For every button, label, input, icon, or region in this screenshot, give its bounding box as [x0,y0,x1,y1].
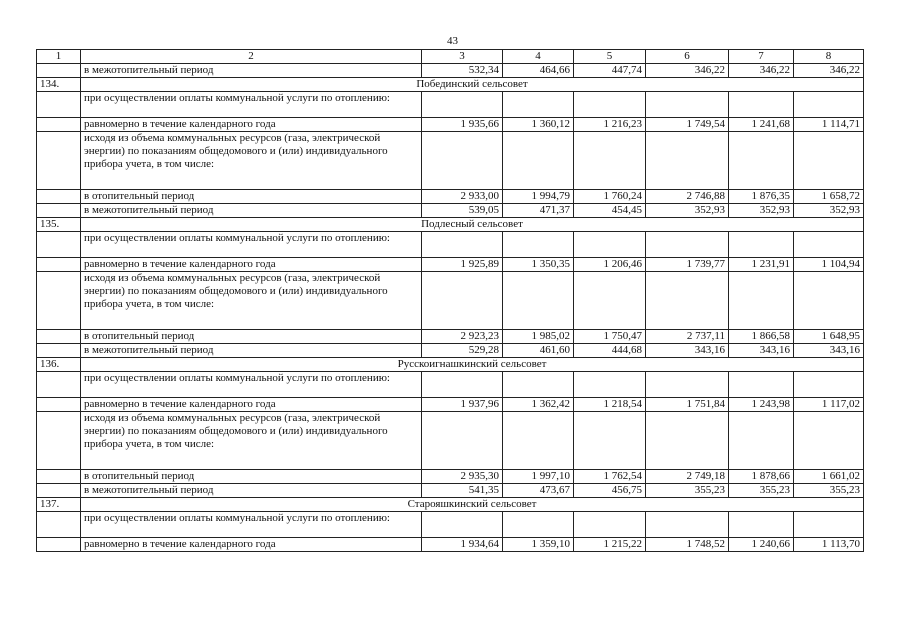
value-cell: 2 749,18 [646,470,729,484]
row-label: исходя из объема коммунальных ресурсов (газа, электрической энергии) по показаниям общедомового и (или) индивидуального прибора учета, в том числе: [81,132,422,190]
table-row [37,258,864,272]
row-label: в межотопительный период [81,204,422,218]
index-cell [37,204,81,218]
empty-cell [574,232,646,258]
index-cell [37,272,81,330]
table-row [37,190,864,204]
section-title: Подлесный сельсовет [81,218,864,232]
row-label: при осуществлении оплаты коммунальной услуги по отоплению: [81,512,422,538]
table-body [37,50,864,552]
empty-cell [729,272,794,330]
empty-cell [729,232,794,258]
empty-cell [422,512,503,538]
row-label: в отопительный период [81,190,422,204]
empty-cell [646,372,729,398]
row-label: исходя из объема коммунальных ресурсов (газа, электрической энергии) по показаниям общедомового и (или) индивидуального прибора учета, в том числе: [81,412,422,470]
empty-cell [574,92,646,118]
empty-cell [574,372,646,398]
value-cell: 447,74 [574,64,646,78]
empty-cell [574,412,646,470]
row-label: при осуществлении оплаты коммунальной услуги по отоплению: [81,372,422,398]
empty-cell [646,92,729,118]
value-cell: 355,23 [646,484,729,498]
value-cell: 1 104,94 [794,258,864,272]
empty-cell [646,272,729,330]
value-cell: 1 749,54 [646,118,729,132]
row-label: при осуществлении оплаты коммунальной услуги по отоплению: [81,232,422,258]
value-cell: 461,60 [503,344,574,358]
table-row [37,330,864,344]
row-label: в межотопительный период [81,64,422,78]
index-cell [37,344,81,358]
table-row [37,204,864,218]
value-cell: 1 216,23 [574,118,646,132]
value-cell: 471,37 [503,204,574,218]
value-cell: 1 350,35 [503,258,574,272]
value-cell: 2 737,11 [646,330,729,344]
value-cell: 2 933,00 [422,190,503,204]
index-cell [37,258,81,272]
value-cell: 1 117,02 [794,398,864,412]
section-index: 135. [37,218,81,232]
table-row [37,538,864,552]
value-cell: 539,05 [422,204,503,218]
row-label: при осуществлении оплаты коммунальной услуги по отоплению: [81,92,422,118]
column-number: 5 [574,50,646,64]
value-cell: 1 359,10 [503,538,574,552]
table-row [37,398,864,412]
empty-cell [503,372,574,398]
row-label: в отопительный период [81,470,422,484]
index-cell [37,190,81,204]
value-cell: 343,16 [729,344,794,358]
column-number: 2 [81,50,422,64]
value-cell: 1 866,58 [729,330,794,344]
empty-cell [574,512,646,538]
value-cell: 346,22 [794,64,864,78]
empty-cell [503,512,574,538]
empty-cell [794,372,864,398]
value-cell: 1 935,66 [422,118,503,132]
value-cell: 1 113,70 [794,538,864,552]
value-cell: 1 661,02 [794,470,864,484]
value-cell: 454,45 [574,204,646,218]
column-number: 4 [503,50,574,64]
empty-cell [574,272,646,330]
value-cell: 1 360,12 [503,118,574,132]
section-index: 137. [37,498,81,512]
empty-cell [646,132,729,190]
section-header-row [37,498,864,512]
empty-cell [794,92,864,118]
index-cell [37,484,81,498]
value-cell: 355,23 [729,484,794,498]
value-cell: 346,22 [729,64,794,78]
value-cell: 1 748,52 [646,538,729,552]
empty-cell [729,92,794,118]
table-row [37,272,864,330]
empty-cell [729,132,794,190]
empty-cell [794,232,864,258]
value-cell: 1 760,24 [574,190,646,204]
value-cell: 1 240,66 [729,538,794,552]
index-cell [37,470,81,484]
index-cell [37,132,81,190]
table-row [37,132,864,190]
index-cell [37,398,81,412]
value-cell: 1 658,72 [794,190,864,204]
table-row [37,484,864,498]
value-cell: 1 985,02 [503,330,574,344]
row-label: равномерно в течение календарного года [81,398,422,412]
value-cell: 1 231,91 [729,258,794,272]
table-row [37,232,864,258]
empty-cell [503,132,574,190]
empty-cell [503,412,574,470]
column-number: 6 [646,50,729,64]
value-cell: 1 739,77 [646,258,729,272]
empty-cell [503,232,574,258]
value-cell: 1 750,47 [574,330,646,344]
empty-cell [729,512,794,538]
section-index: 134. [37,78,81,92]
value-cell: 355,23 [794,484,864,498]
section-index: 136. [37,358,81,372]
value-cell: 1 218,54 [574,398,646,412]
value-cell: 1 241,68 [729,118,794,132]
table-row [37,470,864,484]
empty-cell [646,232,729,258]
value-cell: 1 751,84 [646,398,729,412]
empty-cell [422,232,503,258]
value-cell: 532,34 [422,64,503,78]
value-cell: 1 925,89 [422,258,503,272]
empty-cell [794,132,864,190]
empty-cell [574,132,646,190]
value-cell: 352,93 [794,204,864,218]
empty-cell [422,132,503,190]
empty-cell [503,92,574,118]
section-header-row [37,218,864,232]
value-cell: 444,68 [574,344,646,358]
empty-cell [422,372,503,398]
value-cell: 1 934,64 [422,538,503,552]
row-label: исходя из объема коммунальных ресурсов (газа, электрической энергии) по показаниям общедомового и (или) индивидуального прибора учета, в том числе: [81,272,422,330]
column-number: 7 [729,50,794,64]
value-cell: 1 362,42 [503,398,574,412]
index-cell [37,64,81,78]
value-cell: 1 215,22 [574,538,646,552]
value-cell: 1 997,10 [503,470,574,484]
value-cell: 1 762,54 [574,470,646,484]
value-cell: 346,22 [646,64,729,78]
table-row [37,64,864,78]
empty-cell [794,272,864,330]
value-cell: 343,16 [646,344,729,358]
empty-cell [503,272,574,330]
value-cell: 1 206,46 [574,258,646,272]
value-cell: 2 935,30 [422,470,503,484]
empty-cell [422,272,503,330]
row-label: равномерно в течение календарного года [81,118,422,132]
value-cell: 1 876,35 [729,190,794,204]
empty-cell [794,512,864,538]
value-cell: 464,66 [503,64,574,78]
page-number: 43 [447,35,458,47]
tariff-table [36,49,864,552]
value-cell: 529,28 [422,344,503,358]
empty-cell [794,412,864,470]
row-label: в межотопительный период [81,484,422,498]
index-cell [37,538,81,552]
column-number-row [37,50,864,64]
row-label: равномерно в течение календарного года [81,538,422,552]
value-cell: 541,35 [422,484,503,498]
column-number: 8 [794,50,864,64]
empty-cell [422,412,503,470]
value-cell: 1 994,79 [503,190,574,204]
empty-cell [729,372,794,398]
value-cell: 352,93 [646,204,729,218]
value-cell: 1 878,66 [729,470,794,484]
section-header-row [37,358,864,372]
table-row [37,344,864,358]
table-row [37,118,864,132]
index-cell [37,232,81,258]
empty-cell [646,412,729,470]
column-number: 3 [422,50,503,64]
index-cell [37,372,81,398]
value-cell: 1 648,95 [794,330,864,344]
index-cell [37,330,81,344]
index-cell [37,118,81,132]
table-row [37,92,864,118]
section-title: Старояшкинский сельсовет [81,498,864,512]
empty-cell [646,512,729,538]
value-cell: 1 937,96 [422,398,503,412]
value-cell: 343,16 [794,344,864,358]
section-title: Русскоигнашкинский сельсовет [81,358,864,372]
section-header-row [37,78,864,92]
index-cell [37,412,81,470]
value-cell: 2 746,88 [646,190,729,204]
value-cell: 352,93 [729,204,794,218]
empty-cell [729,412,794,470]
value-cell: 456,75 [574,484,646,498]
table-row [37,412,864,470]
row-label: в межотопительный период [81,344,422,358]
index-cell [37,92,81,118]
value-cell: 2 923,23 [422,330,503,344]
value-cell: 473,67 [503,484,574,498]
section-title: Побединский сельсовет [81,78,864,92]
column-number: 1 [37,50,81,64]
value-cell: 1 114,71 [794,118,864,132]
row-label: равномерно в течение календарного года [81,258,422,272]
row-label: в отопительный период [81,330,422,344]
index-cell [37,512,81,538]
table-row [37,512,864,538]
table-row [37,372,864,398]
value-cell: 1 243,98 [729,398,794,412]
empty-cell [422,92,503,118]
